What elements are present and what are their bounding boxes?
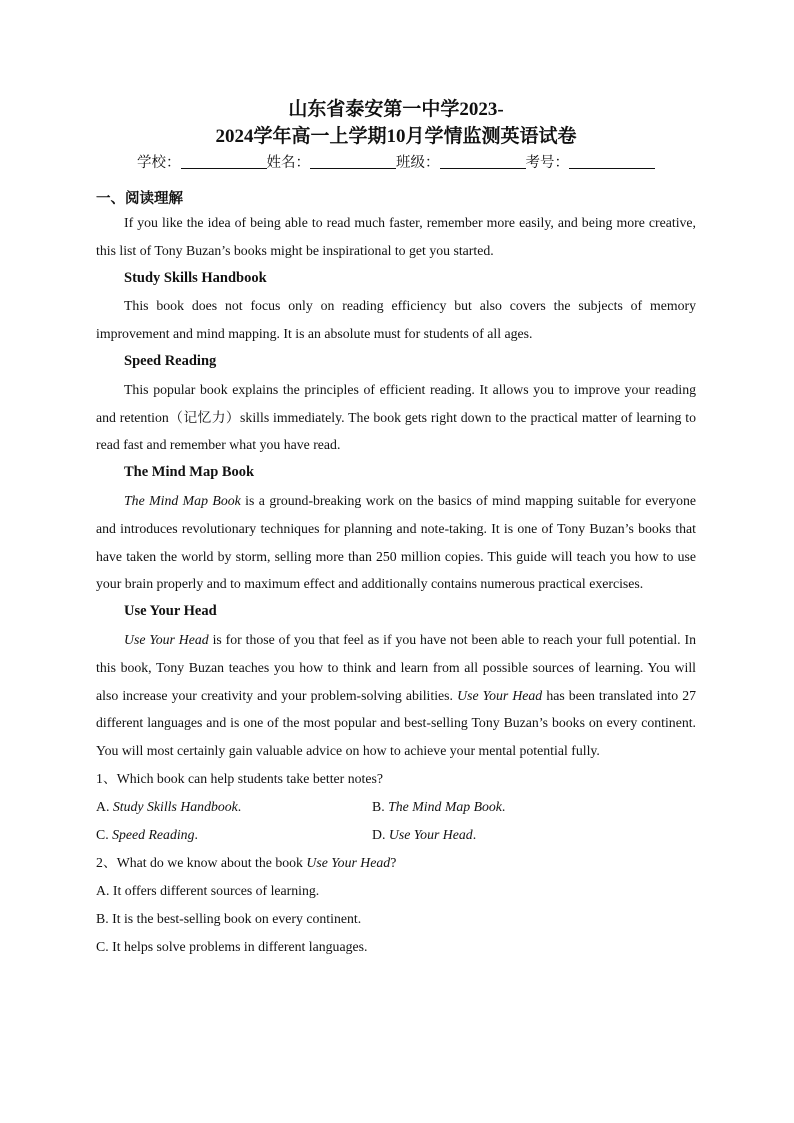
option-a[interactable]: A. It offers different sources of learning. [96, 882, 320, 898]
option-text: The Mind Map Book [388, 798, 502, 814]
option-text: Study Skills Handbook [112, 798, 238, 814]
option-text: Speed Reading [112, 826, 195, 842]
name-blank[interactable] [310, 154, 396, 169]
question-2-stem [96, 849, 696, 877]
option-label: C. [96, 826, 113, 842]
option-label: A. [96, 798, 113, 814]
question-1-options-row1 [96, 793, 696, 821]
book-heading-speed-reading: Speed Reading [124, 352, 217, 369]
class-label: 班级： [396, 155, 440, 171]
option-a[interactable] [96, 793, 372, 821]
book-text-speed-reading: This popular book explains the principles of efficient reading. It allows you to improve your reading and retention（记忆力）skills immediately. The book gets right down to the practical matter of learning to read fast and remember what you have read. [96, 381, 696, 453]
question-mark: ? [390, 854, 397, 870]
book-text-body: is for those of you that feel as if you have not been able to reach your full potential. In this book, Tony Buzan teaches you how to think and learn from all possible sources of learning. You will also increase your creativity and your problem-solving abilities. [96, 631, 697, 703]
book-text-body: has been translated into 27 different languages and is one of the most popular and best-selling Tony Buzan’s books on every continent. You will most certainly gain valuable advice on how to achieve your mental potential fully. [96, 687, 697, 759]
name-label: 姓名： [266, 155, 310, 171]
exam-title-line2: 2024学年高一上学期10月学情监测英语试卷 [215, 126, 577, 147]
book-text-use-your-head [96, 626, 696, 765]
school-label: 学校： [137, 155, 181, 171]
book-text-mind-map [96, 487, 696, 598]
question-text: 2、What do we know about the book [96, 854, 307, 870]
option-period: . [194, 826, 198, 842]
option-text: Use Your Head [388, 826, 473, 842]
option-c[interactable]: C. It helps solve problems in different languages. [96, 938, 368, 954]
option-period: . [501, 798, 506, 814]
question-1-options-row2 [96, 821, 696, 849]
book-heading-study-skills: Study Skills Handbook [124, 269, 267, 286]
option-period: . [472, 826, 477, 842]
question-1-stem: 1、Which book can help students take better notes? [96, 770, 383, 786]
section-title: 一、阅读理解 [96, 191, 183, 207]
option-c[interactable] [96, 821, 372, 849]
book-heading-use-your-head: Use Your Head [124, 603, 217, 620]
book-heading-mind-map: The Mind Map Book [124, 464, 255, 481]
book-text-body: is a ground-breaking work on the basics of mind mapping suitable for everyone and introduces revolutionary techniques for planning and note-taking. It is one of Tony Buzan’s books that have taken the world by storm, selling more than 250 million copies. This guide will teach you how to use your brain properly and to maximum effect and additionally contains numerous practical exercises. [96, 492, 696, 592]
option-b[interactable]: B. It is the best-selling book on every continent. [96, 910, 362, 926]
option-b[interactable] [372, 793, 648, 821]
intro-paragraph: If you like the idea of being able to read much faster, remember more easily, and being more creative, this list of Tony Buzan’s books might be inspirational to get you started. [96, 215, 696, 258]
school-blank[interactable] [181, 154, 267, 169]
option-period: . [237, 798, 242, 814]
number-blank[interactable] [569, 154, 655, 169]
book-text-study-skills: This book does not focus only on reading efficiency but also covers the subjects of memory improvement and mind mapping. It is an absolute must for students of all ages. [96, 298, 696, 342]
exam-title-line1: 山东省泰安第一中学2023- [288, 99, 504, 120]
question-italic: Use Your Head [306, 854, 391, 870]
option-label: B. [372, 798, 389, 814]
book-title-italic: Use Your Head [124, 631, 209, 647]
class-blank[interactable] [440, 154, 526, 169]
exam-page [96, 96, 696, 961]
option-d[interactable] [372, 821, 648, 849]
book-title-italic: Use Your Head [457, 687, 543, 703]
option-label: D. [372, 826, 389, 842]
book-title-italic: The Mind Map Book [124, 492, 241, 508]
number-label: 考号： [525, 155, 569, 171]
student-info-row [96, 153, 696, 173]
